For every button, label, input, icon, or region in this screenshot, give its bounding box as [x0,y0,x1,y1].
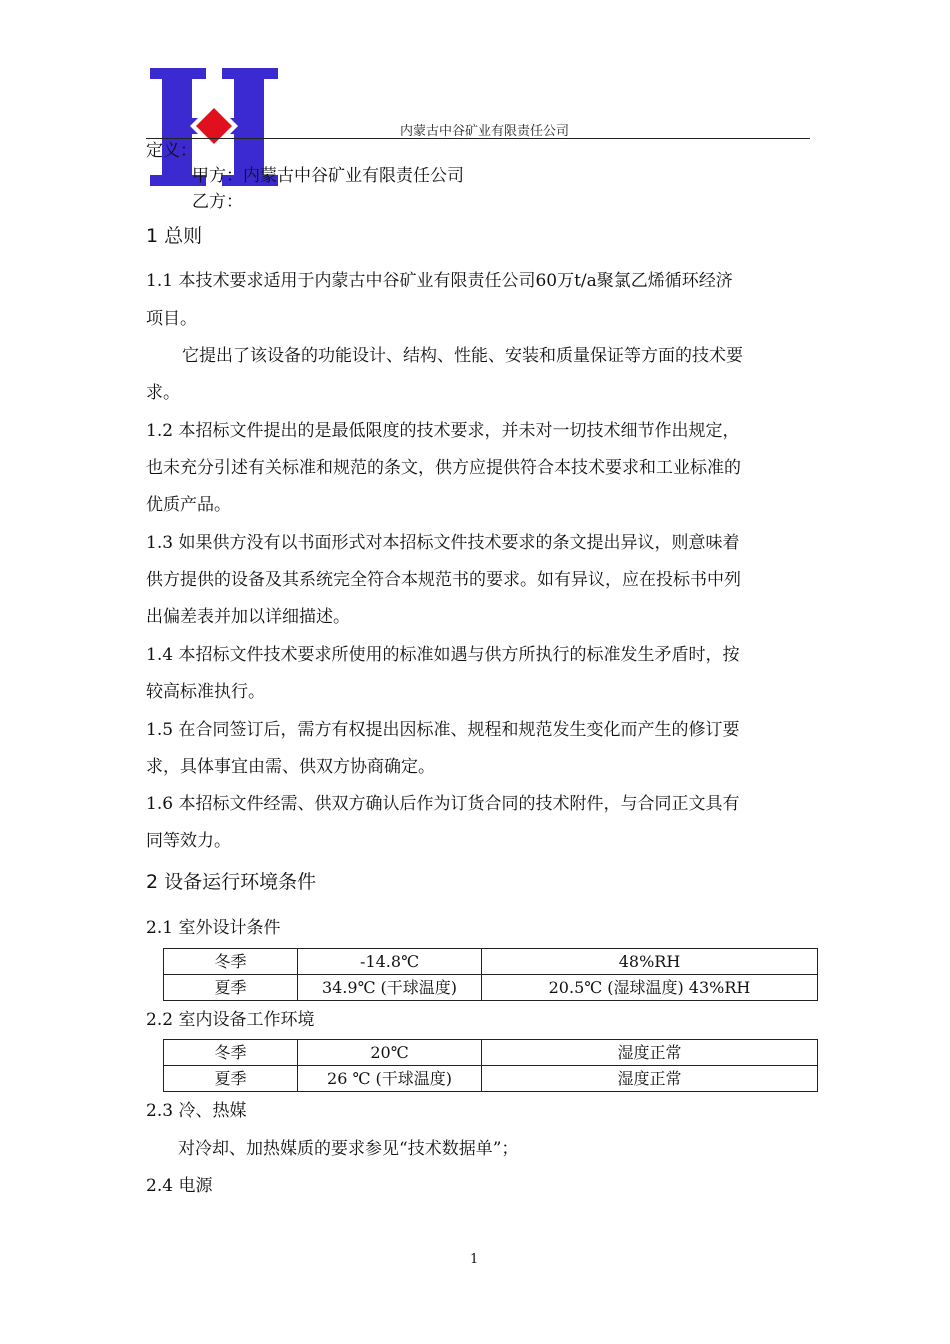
party-a: 甲方：内蒙古中谷矿业有限责任公司 [192,166,464,186]
para-1-2-line: 也未充分引述有关标准和规范的条文，供方应提供符合本技术要求和工业标准的 [146,458,741,478]
para-1-3-line: 供方提供的设备及其系统完全符合本规范书的要求。如有异议，应在投标书中列 [146,570,741,590]
party-b: 乙方： [192,192,243,212]
para-1-2-line: 1.2 本招标文件提出的是最低限度的技术要求，并未对一切技术细节作出规定， [146,421,740,441]
para-1-6-line: 1.6 本招标文件经需、供双方确认后作为订货合同的技术附件，与合同正文具有 [146,794,740,814]
section-2-heading: 2 设备运行环境条件 [146,871,317,893]
subsection-2-1: 2.1 室外设计条件 [146,918,281,938]
para-1-6-line: 同等效力。 [146,831,231,851]
para-1-5-line: 1.5 在合同签订后，需方有权提出因标准、规程和规范发生变化而产生的修订要 [146,720,740,740]
definitions-label: 定义： [146,141,197,161]
para-1-1b-line: 求。 [146,383,180,403]
para-1-3-line: 1.3 如果供方没有以书面形式对本招标文件技术要求的条文提出异议，则意味着 [146,533,740,553]
header-company: 内蒙古中谷矿业有限责任公司 [400,124,570,139]
para-1-2-line: 优质产品。 [146,495,231,515]
section-1-heading: 1 总则 [146,225,203,247]
table-cell: 34.9℃ (干球温度) [298,975,482,1001]
indoor-environment-table [163,1039,818,1092]
para-1-1-line: 1.1 本技术要求适用于内蒙古中谷矿业有限责任公司60万t/a聚氯乙烯循环经济 [146,271,733,291]
table-row [164,975,818,1001]
table-row [164,949,818,975]
para-1-1b-line: 它提出了该设备的功能设计、结构、性能、安装和质量保证等方面的技术要 [182,346,743,366]
subsection-2-3-text: 对冷却、加热媒质的要求参见“技术数据单”； [178,1139,519,1159]
table-cell: 20.5℃ (湿球温度) 43%RH [482,975,818,1001]
table-row [164,1066,818,1092]
subsection-2-3: 2.3 冷、热媒 [146,1101,247,1121]
table-cell: 20℃ [298,1040,482,1066]
table-cell: 冬季 [164,1040,298,1066]
para-1-1-line: 项目。 [146,309,197,329]
page-number: 1 [470,1252,479,1267]
outdoor-conditions-table [163,948,818,1001]
table-cell: 夏季 [164,975,298,1001]
para-1-3-line: 出偏差表并加以详细描述。 [146,607,350,627]
subsection-2-2: 2.2 室内设备工作环境 [146,1010,315,1030]
para-1-4-line: 1.4 本招标文件技术要求所使用的标准如遇与供方所执行的标准发生矛盾时，按 [146,645,740,665]
subsection-2-4: 2.4 电源 [146,1176,213,1196]
table-row [164,1040,818,1066]
table-cell: -14.8℃ [298,949,482,975]
table-cell: 夏季 [164,1066,298,1092]
table-cell: 冬季 [164,949,298,975]
table-cell: 48%RH [482,949,818,975]
para-1-4-line: 较高标准执行。 [146,682,265,702]
header-divider [146,138,810,139]
table-cell: 湿度正常 [482,1040,818,1066]
para-1-5-line: 求，具体事宜由需、供双方协商确定。 [146,757,435,777]
table-cell: 湿度正常 [482,1066,818,1092]
table-cell: 26 ℃ (干球温度) [298,1066,482,1092]
